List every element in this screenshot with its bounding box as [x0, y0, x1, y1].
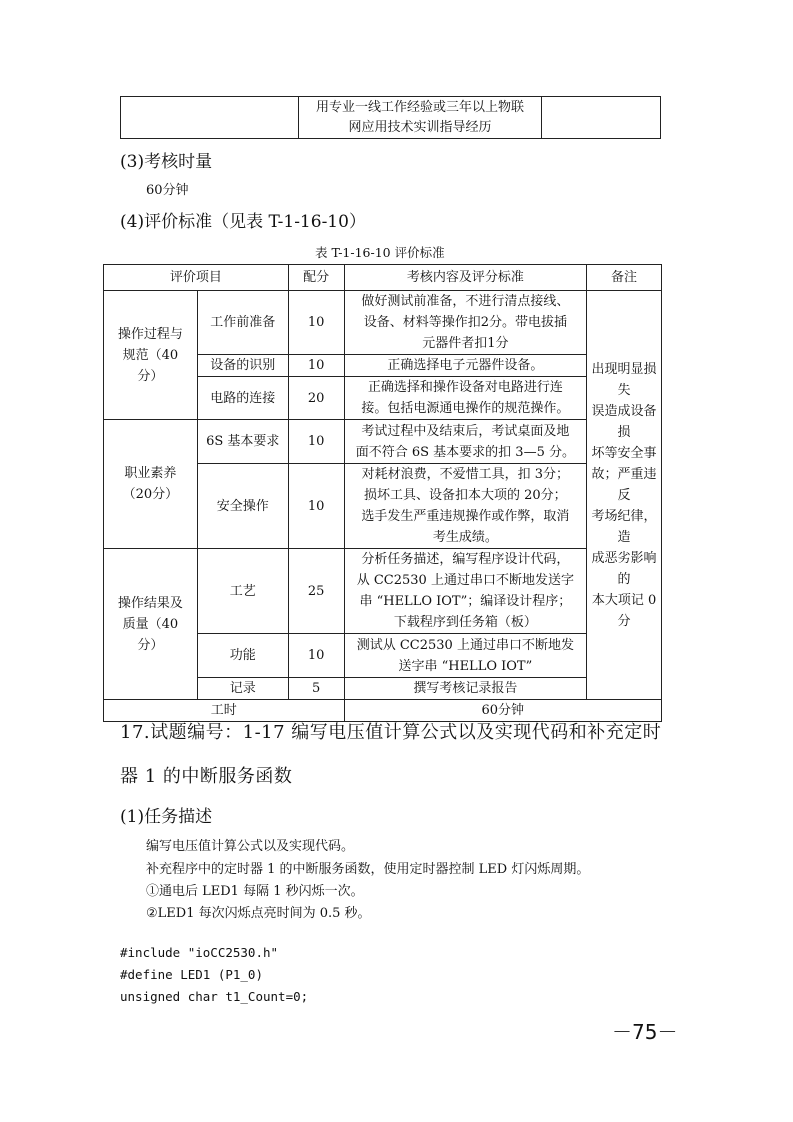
section3-value: 60分钟: [146, 183, 189, 198]
task17-line: 补充程序中的定时器 1 的中断服务函数，使用定时器控制 LED 灯闪烁周期。: [146, 862, 590, 877]
sub-item: 安全操作: [197, 464, 288, 549]
sub-item: 记录: [197, 678, 288, 700]
top-table-qualification-cell: 用专业一线工作经验或三年以上物联 网应用技术实训指导经历: [299, 97, 542, 139]
content-cell: 考试过程中及结束后，考试桌面及地 面不符合 6S 基本要求的扣 3—5 分。: [344, 420, 587, 464]
code-line: unsigned char t1_Count=0;: [120, 989, 309, 1004]
page-number: －75－: [612, 1020, 678, 1044]
table-row: [104, 291, 662, 355]
table-footer-row: [104, 700, 662, 722]
task17-line: ①通电后 LED1 每隔 1 秒闪烁一次。: [146, 884, 364, 899]
content-cell: 做好测试前准备，不进行清点接线、 设备、材料等操作扣2分。带电拔插 元器件者扣1分: [344, 291, 587, 355]
score-cell: 10: [288, 355, 344, 377]
footer-value: 60分钟: [344, 700, 661, 722]
header-score: 配分: [288, 265, 344, 291]
table-row: [104, 549, 662, 634]
table-caption: 表 T-1-16-10 评价标准: [315, 245, 445, 260]
table-header-row: [104, 265, 662, 291]
sub-item: 工艺: [197, 549, 288, 634]
score-cell: 10: [288, 420, 344, 464]
sub-item: 设备的识别: [197, 355, 288, 377]
table-row: [104, 420, 662, 464]
sub-item: 6S 基本要求: [197, 420, 288, 464]
code-line: #include "ioCC2530.h": [120, 945, 279, 960]
task17-line: ②LED1 每次闪烁点亮时间为 0.5 秒。: [146, 906, 371, 921]
group-name: 操作结果及 质量（40 分）: [104, 549, 198, 700]
top-table-left-cell: [121, 97, 299, 139]
score-cell: 5: [288, 678, 344, 700]
task17-heading-line1: 17.试题编号：1-17 编写电压值计算公式以及实现代码和补充定时: [120, 722, 662, 743]
top-table-right-cell: [542, 97, 661, 139]
section4-heading: (4)评价标准（见表 T-1-16-10）: [120, 212, 366, 232]
note-cell: 出现明显损失 误造成设备损 坏等安全事 故；严重违反 考场纪律，造 成恶劣影响的 本大项记 0 分: [587, 291, 662, 700]
header-note: 备注: [587, 265, 662, 291]
score-cell: 10: [288, 464, 344, 549]
score-cell: 20: [288, 377, 344, 420]
task17-line: 编写电压值计算公式以及实现代码。: [146, 839, 355, 854]
code-line: #define LED1 (P1_0): [120, 967, 263, 982]
content-cell: 撰写考核记录报告: [344, 678, 587, 700]
header-item: 评价项目: [104, 265, 289, 291]
group-name: 操作过程与 规范（40 分）: [104, 291, 198, 420]
sub-item: 工作前准备: [197, 291, 288, 355]
task17-heading-line2: 器 1 的中断服务函数: [120, 766, 293, 787]
content-cell: 测试从 CC2530 上通过串口不断地发 送字串 “HELLO IOT”: [344, 634, 587, 678]
task17-subheading: (1)任务描述: [120, 807, 213, 827]
footer-label: 工时: [104, 700, 345, 722]
sub-item: 电路的连接: [197, 377, 288, 420]
score-cell: 10: [288, 634, 344, 678]
group-name: 职业素养 （20分）: [104, 420, 198, 549]
content-cell: 正确选择和操作设备对电路进行连 接。包括电源通电操作的规范操作。: [344, 377, 587, 420]
score-cell: 25: [288, 549, 344, 634]
evaluation-table: [103, 264, 662, 722]
section3-heading: (3)考核时量: [120, 152, 213, 172]
content-cell: 分析任务描述，编写程序设计代码， 从 CC2530 上通过串口不断地发送字 串 “HELLO IOT”；编译设计程序； 下载程序到任务箱（板）: [344, 549, 587, 634]
header-content: 考核内容及评分标准: [344, 265, 587, 291]
score-cell: 10: [288, 291, 344, 355]
top-table: [120, 96, 661, 139]
sub-item: 功能: [197, 634, 288, 678]
content-cell: 正确选择电子元器件设备。: [344, 355, 587, 377]
content-cell: 对耗材浪费，不爱惜工具，扣 3分； 损坏工具、设备扣本大项的 20分； 选手发生严重违规操作或作弊，取消 考生成绩。: [344, 464, 587, 549]
